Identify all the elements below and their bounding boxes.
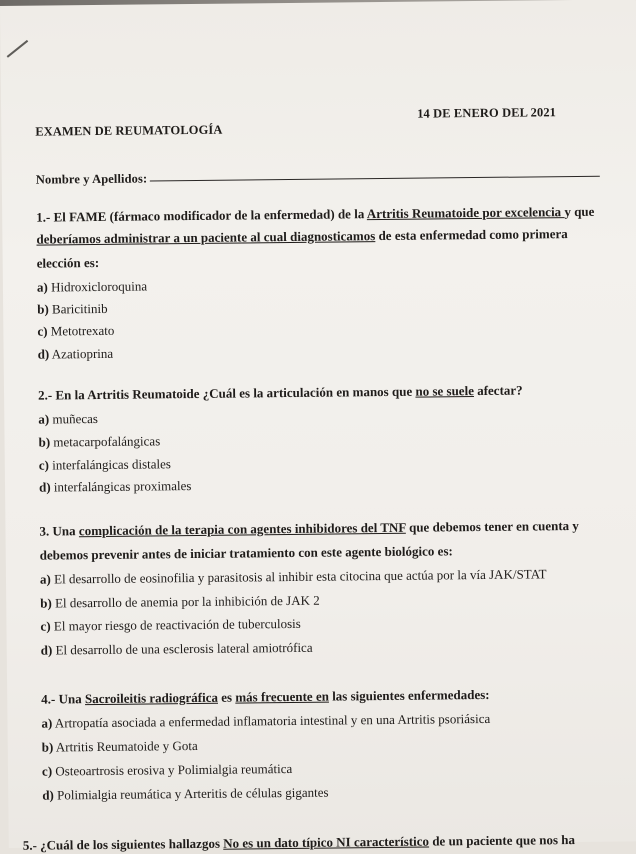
q1-option-c[interactable]: c) Metotrexato [37,322,115,339]
q2-option-c[interactable]: c) interfalángicas distales [38,456,172,473]
name-field-line[interactable] [150,176,600,182]
q5-text-end: de un paciente que nos ha [428,832,576,849]
q2-option-a[interactable]: a) muñecas [38,410,98,427]
q1-underlined: Artritis Reumatoide por excelencia [366,204,565,222]
q4-underlined: Sacroileitis radiográfica [84,689,219,707]
q4-underlined-2: más frecuente en [235,688,329,705]
q1-text: 1.- El FAME (fármaco modificador de la enfermedad) de la [36,206,367,225]
q3-option-d[interactable]: d) El desarrollo de una esclerosis lateral amiotrófica [40,639,313,658]
q4-option-d[interactable]: d) Polimialgia reumática y Arteritis de células gigantes [42,784,329,803]
q1-text-2: de esta enfermedad como primera [375,226,568,244]
q2-text: 2.- En la Artritis Reumatoide ¿Cuál es la articulación en manos que [37,383,416,403]
exam-date: 14 DE ENERO DEL 2021 [417,105,557,121]
pencil-mark [7,40,29,58]
q1-text-end: y que [564,203,595,220]
q3-underlined: complicación de la terapia con agentes inhibidores del TNF [78,519,406,539]
q5-underlined: No es un dato típico NI característico [223,833,430,851]
question-2 [38,383,523,404]
q4-option-a[interactable]: a) Artropatía asociada a enfermedad inflamatoria intestinal y en una Artritis psoriásica [41,710,491,731]
question-5 [23,832,575,854]
question-1-line-1 [36,204,594,226]
q3-text-end: que debemos tener en cuenta y [405,517,579,535]
q4-text: 4.- Una [41,691,86,707]
q3-text: 3. Una [39,523,79,539]
q2-text-end: afectar? [473,382,523,399]
name-label: Nombre y Apellidos: [35,171,148,187]
q4-text-mid: es [217,689,236,705]
q4-option-c[interactable]: c) Osteoartrosis erosiva y Polimialgia reumática [41,760,293,779]
question-3-line-2: debemos prevenir antes de iniciar tratamiento con este agente biológico es: [39,543,453,563]
q1-option-a[interactable]: a) Hidroxicloroquina [36,278,148,295]
question-1-line-3: elección es: [36,254,100,271]
q3-option-b[interactable]: b) El desarrollo de anemia por la inhibición de JAK 2 [40,592,320,611]
q3-option-a[interactable]: a) El desarrollo de eosinofilia y parasitosis al inhibir esta citocina que actúa por la vía JAK/STAT [39,566,547,587]
q2-underlined: no se suele [415,383,474,399]
q4-option-b[interactable]: b) Artritis Reumatoide y Gota [41,737,198,755]
q2-option-d[interactable]: d) interfalángicas proximales [38,478,192,495]
q4-text-end: las siguientes enfermedades: [328,686,490,704]
q3-option-c[interactable]: c) El mayor riesgo de reactivación de tuberculosis [40,615,301,634]
exam-title: EXAMEN DE REUMATOLOGÍA [35,122,223,139]
q1-option-d[interactable]: d) Azatioprina [37,345,114,362]
q2-option-b[interactable]: b) metacarpofalángicas [38,433,161,450]
q1-underlined-2: deberíamos administrar a un paciente al cual diagnosticamos [36,228,376,247]
question-3-line-1 [39,518,579,540]
question-4 [41,687,489,708]
question-1-line-2 [36,226,567,248]
q5-text: 5.- ¿Cuál de los siguientes hallazgos [22,835,224,853]
q1-option-b[interactable]: b) Baricitinib [37,300,108,317]
